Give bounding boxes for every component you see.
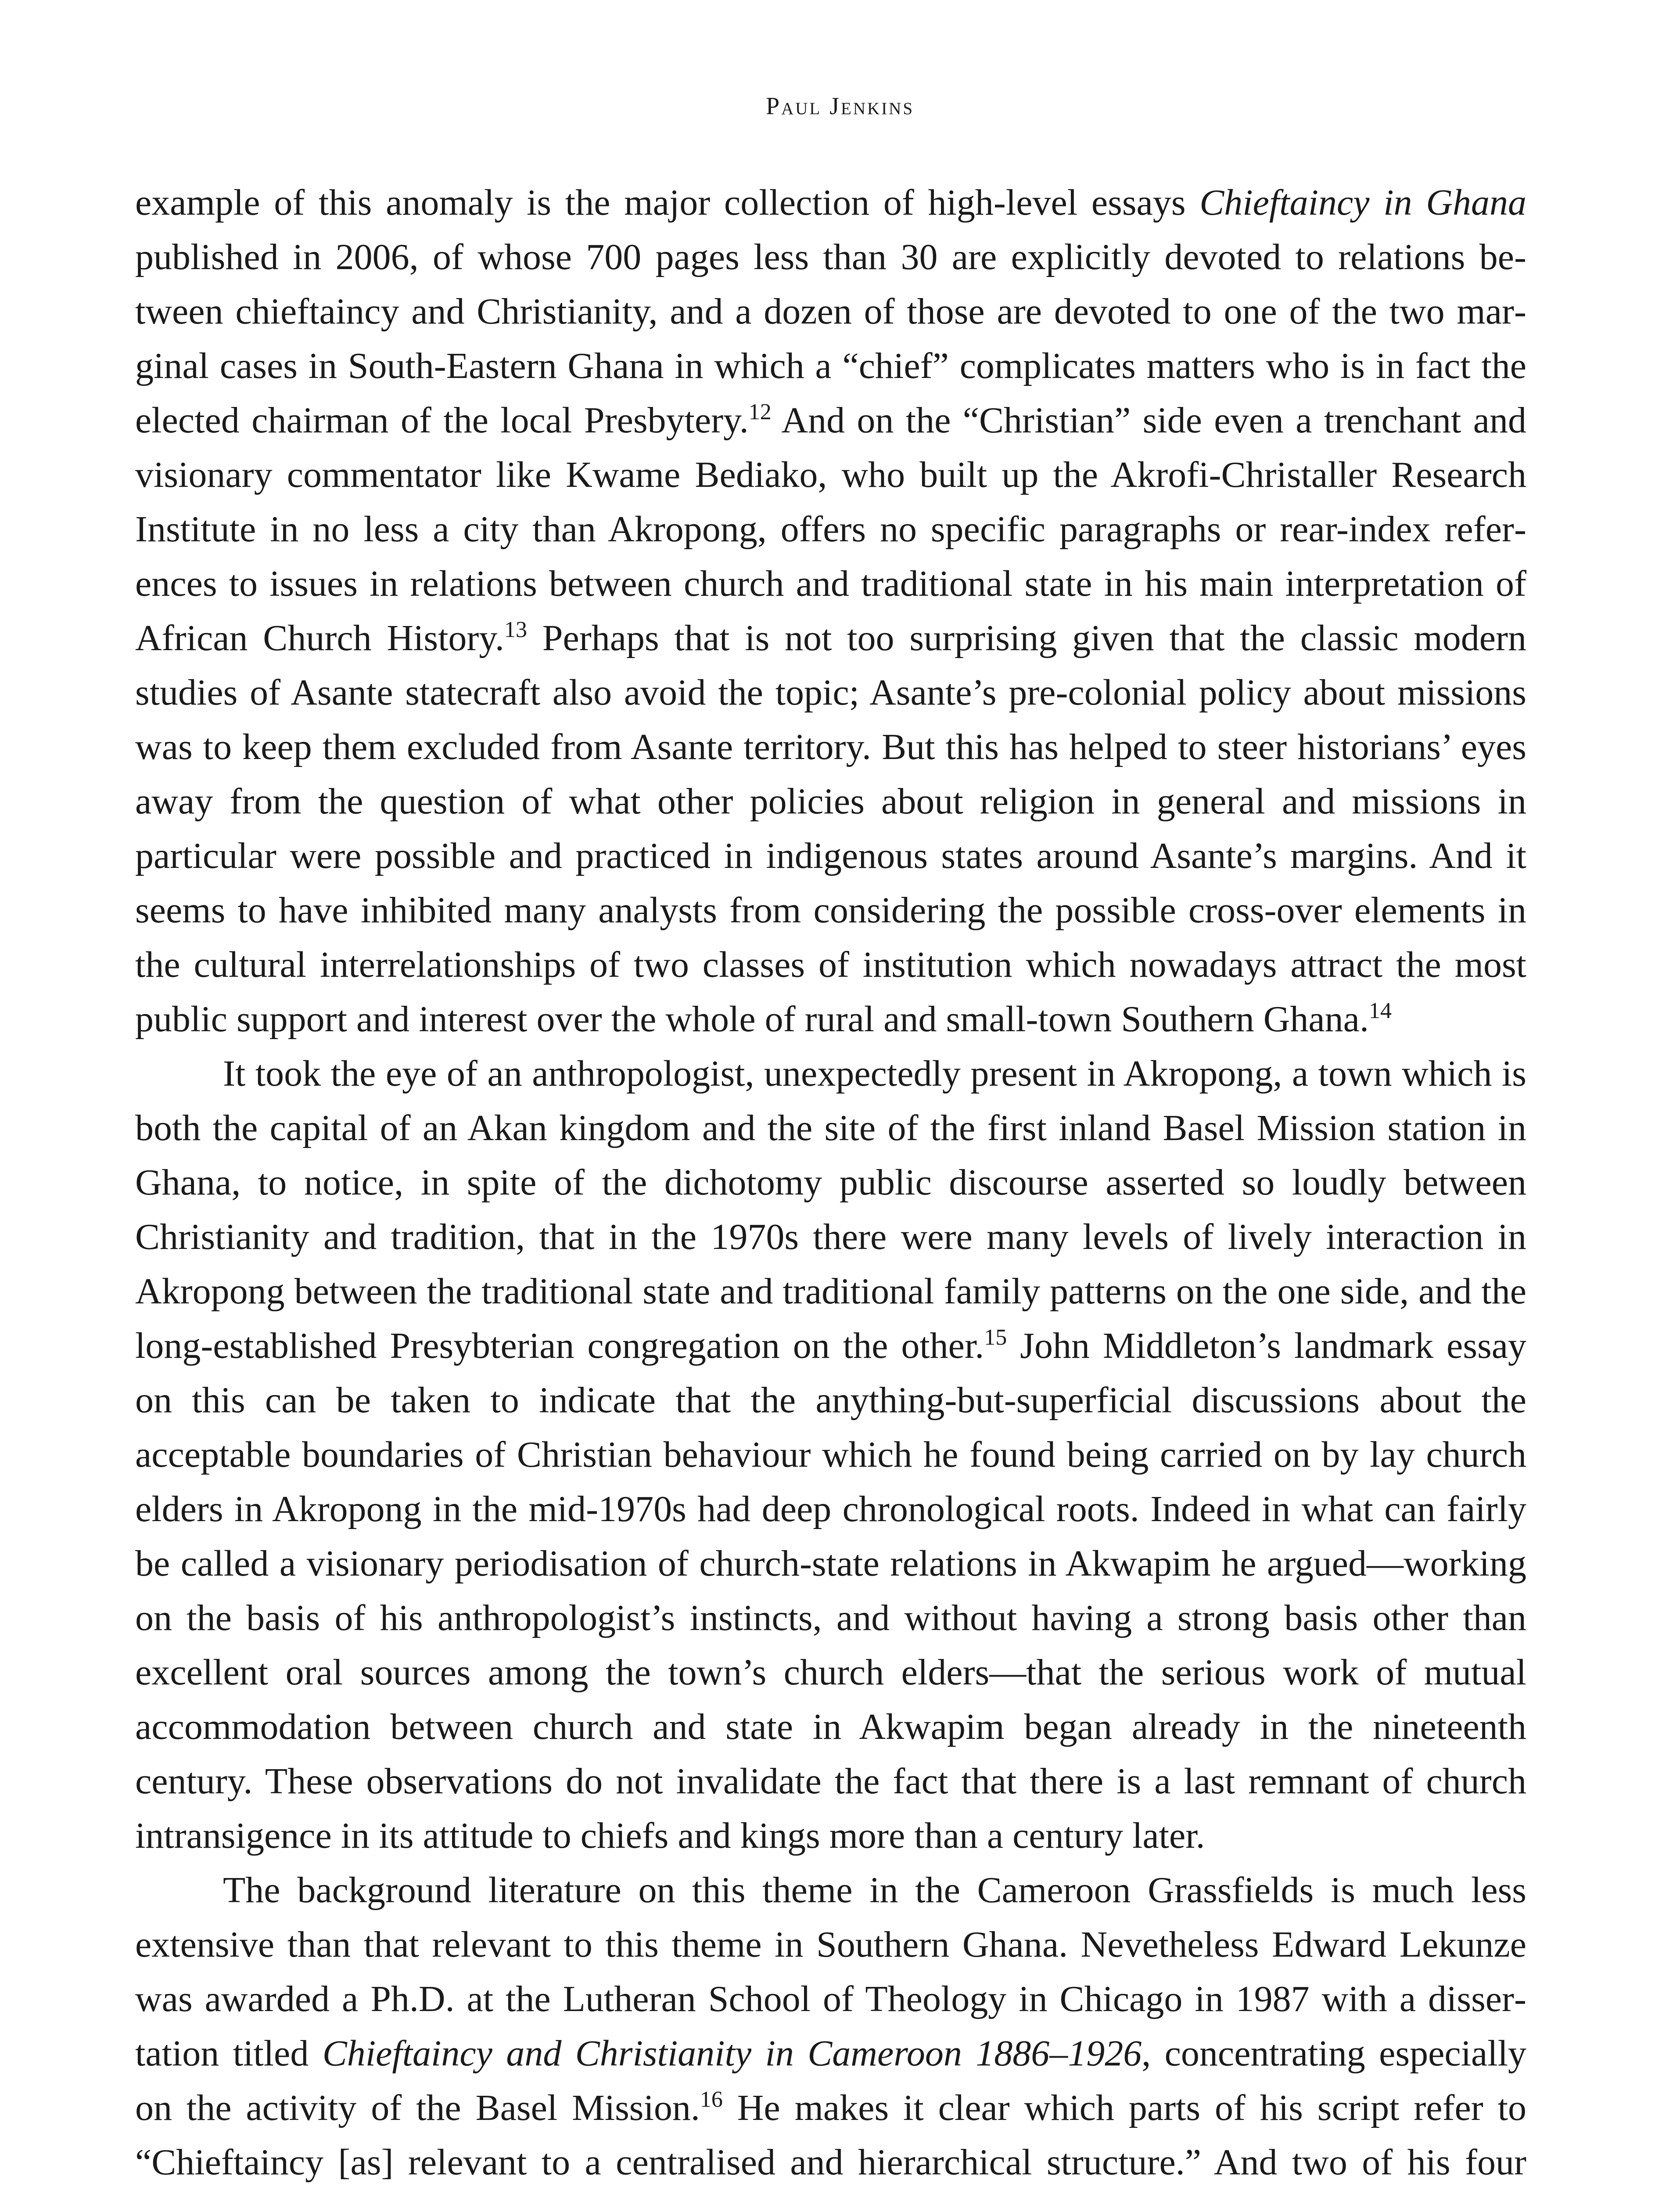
paragraph-1-text-d: Perhaps that is not too surprising given that the classic modern studies of Asante statecraft also avoid the topic; Asante’s pre-colonial policy about missions was to keep them excluded from Asante territory. But this has helped to steer historians’ eyes away from the question of what other policies about religion in general and missions in particular were possible and practiced in indigenous states around Asante’s margins. And it seems to have inhibited many analysts from considering the possible cross-over elements in the cultural interrelationships of two classes of institution which nowadays attract the most public support and interest over the whole of rural and small-town Southern Ghana. [135, 618, 1526, 1040]
paragraph-1-text-b: published in 2006, of whose 700 pages less than 30 are explicitly devoted to relations between chieftaincy and Christianity, and a dozen of those are devoted to one of the two marginal cases in South-Eastern Ghana in which a “chief” complicates matters who is in fact the elected chairman of the local Presbytery. [135, 237, 1526, 441]
paragraph-2-text-a: It took the eye of an anthropologist, unexpectedly present in Akropong, a town which is both the capital of an Akan kingdom and the site of the first inland Basel Mission station in Ghana, to notice, in spite of the dichotomy public discourse asserted so loudly between Christianity and tradition, that in the 1970s there were many levels of lively interaction in Akropong between the traditional state and traditional family patterns on the one side, and the long-established Presybterian congregation on the other. [135, 1053, 1526, 1366]
paragraph-1-text-c: And on the “Christian” side even a trenchant and visionary commentator like Kwame Bediako, who built up the Akrofi-Christaller Research Institute in no less a city than Akropong, offers no specific paragraphs or rear-index references to issues in relations between church and traditional state in his main interpretation of African Church History. [135, 400, 1526, 658]
book-title-chieftaincy-in-ghana: Chieftaincy in Ghana [1199, 182, 1527, 223]
dissertation-title: Chieftaincy and Christianity in Cameroon 1886–1926 [322, 2033, 1142, 2074]
footnote-ref-15: 15 [984, 1325, 1007, 1350]
paragraph-1-text-a: example of this anomaly is the major collection of high-level essays [135, 182, 1200, 223]
footnote-ref-12: 12 [748, 399, 772, 425]
footnote-ref-14: 14 [1368, 998, 1392, 1023]
footnote-ref-13: 13 [504, 617, 527, 642]
running-head: Paul Jenkins [765, 93, 915, 120]
paragraph-2 [135, 1047, 1526, 1863]
paragraph-3-text-b: , concentrating especially on the activity of the Basel Mission. [135, 2033, 1526, 2128]
paragraph-2-text-b: John Middleton’s landmark essay on this can be taken to indicate that the anything-but-superficial discussions about the acceptable boundaries of Christian behaviour which he found being carried on by lay church elders in Akropong in the mid-1970s had deep chronological roots. Indeed in what can fairly be called a visionary periodisation of church-state relations in Akwapim he argued—working on the basis of his anthropologist’s instincts, and without having a strong basis other than excellent oral sources among the town’s church elders—that the serious work of mutual accommodation between church and state in Akwapim began already in the nineteenth century. These observations do not invalidate the fact that there is a last remnant of church intransigence in its attitude to chiefs and kings more than a century later. [135, 1325, 1526, 1856]
footnote-ref-16: 16 [700, 2087, 723, 2112]
paragraph-3-text-c: He makes it clear which parts of his script refer to “Chieftaincy [as] relevant to a centralised and hierarchical structure.” And two of his four [135, 2087, 1527, 2183]
body-text [135, 176, 1526, 2195]
paragraph-3-text-a: The background literature on this theme in the Cameroon Grassfields is much less extensive than that relevant to this theme in Southern Ghana. Nevetheless Edward Lekunze was awarded a Ph.D. at the Lutheran School of Theology in Chicago in 1987 with a dissertation titled [135, 1870, 1526, 2074]
paragraph-3 [135, 1863, 1526, 2195]
paragraph-1 [135, 176, 1526, 1047]
